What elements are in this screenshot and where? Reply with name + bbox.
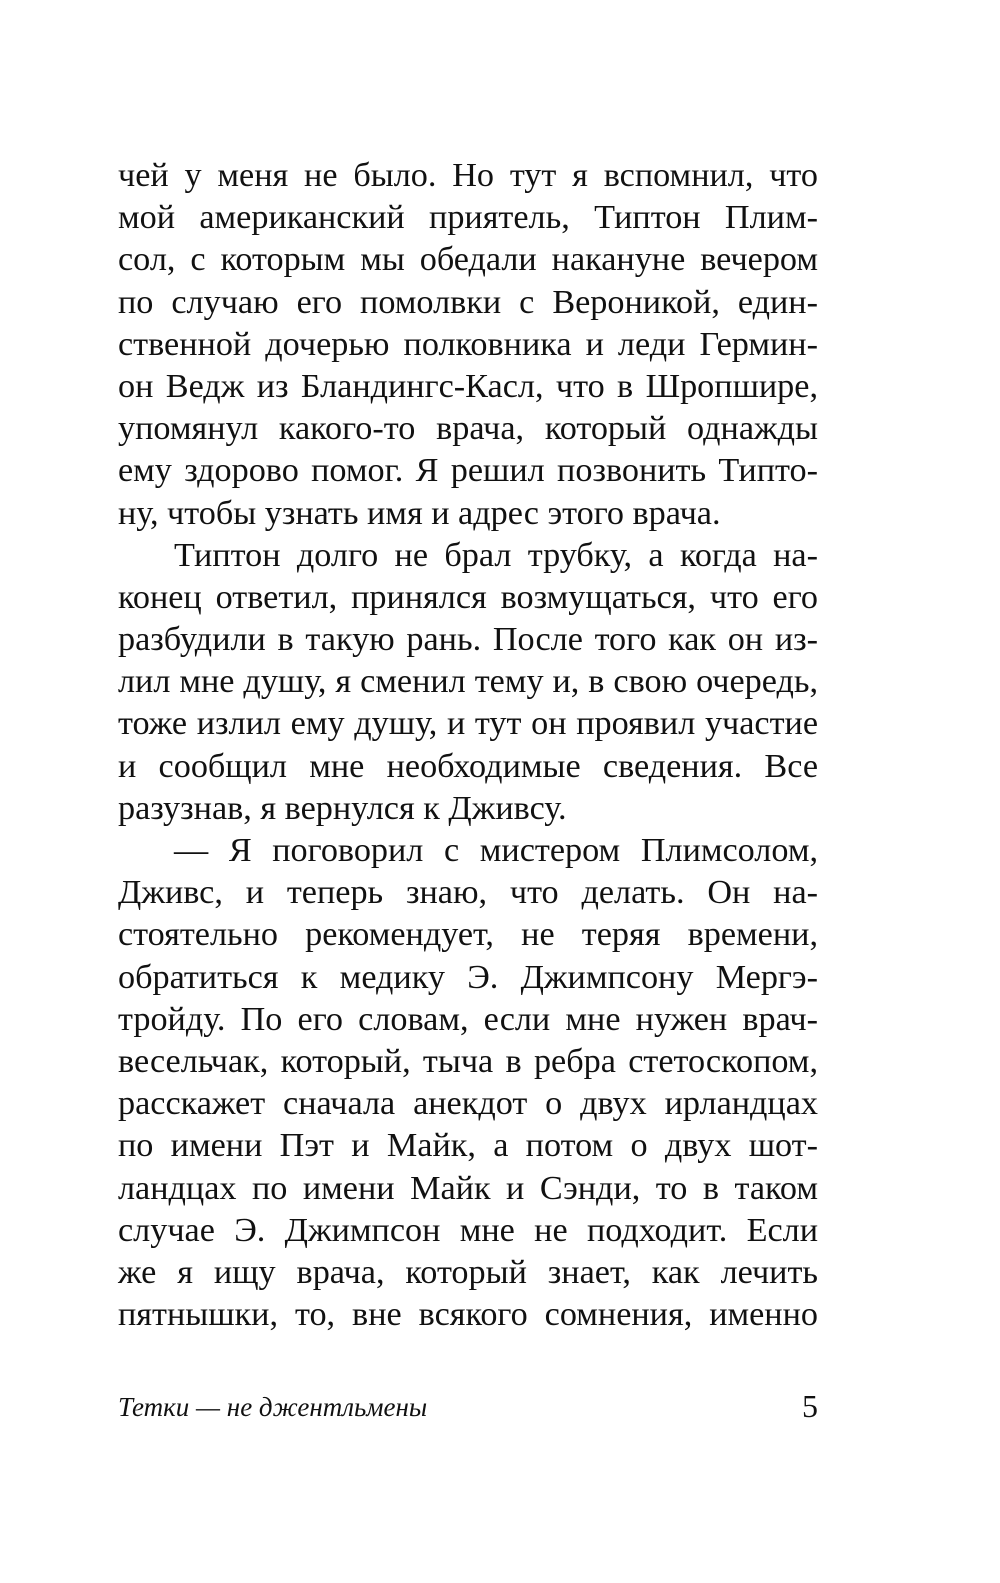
text-line: тройду. По его словам, если мне нужен врач- (118, 1000, 818, 1038)
text-line: сол, с которым мы обедали накануне вечером (118, 241, 818, 279)
page-number: 5 (802, 1388, 818, 1424)
text-line: по случаю его помолвки с Вероникой, един- (118, 283, 818, 321)
text-line: ственной дочерью полковника и леди Гермин- (118, 325, 818, 363)
page-footer (118, 1388, 818, 1428)
text-line: лил мне душу, я сменил тему и, в свою очередь, (118, 663, 818, 701)
text-line: ну, чтобы узнать имя и адрес этого врача. (118, 494, 721, 532)
text-line: разбудили в такую рань. После того как он из- (118, 621, 818, 659)
text-line: случае Э. Джимпсон мне не подходит. Если (118, 1211, 818, 1249)
text-line: по имени Пэт и Майк, а потом о двух шот- (118, 1127, 818, 1165)
text-line: же я ищу врача, который знает, как лечить (118, 1253, 818, 1291)
text-line: ему здорово помог. Я решил позвонить Типто- (118, 452, 818, 490)
body-text (118, 155, 818, 1336)
text-line: чей у меня не было. Но тут я вспомнил, что (118, 157, 818, 194)
text-line: тоже излил ему душу, и тут он проявил участие (118, 705, 818, 743)
text-line: пятнышки, то, вне всякого сомнения, именно (118, 1296, 818, 1334)
running-title: Тетки — не джентльмены (118, 1392, 428, 1422)
text-line: расскажет сначала анекдот о двух ирландцах (118, 1085, 818, 1123)
paragraph-start-line: — Я поговорил с мистером Плимсолом, (174, 832, 818, 869)
text-line: он Ведж из Бландингс-Касл, что в Шропшире, (118, 367, 818, 405)
text-line: и сообщил мне необходимые сведения. Все (118, 747, 818, 785)
text-line: ландцах по имени Майк и Сэнди, то в таком (118, 1169, 818, 1207)
text-line: мой американский приятель, Типтон Плим- (118, 199, 818, 237)
text-line: стоятельно рекомендует, не теряя времени, (118, 916, 818, 954)
text-line: упомянул какого-то врача, который однажды (118, 410, 818, 448)
text-line: конец ответил, принялся возмущаться, что его (118, 578, 818, 616)
paragraph-start-line: Типтон долго не брал трубку, а когда на- (174, 536, 818, 574)
text-line: Дживс, и теперь знаю, что делать. Он на- (118, 874, 818, 912)
text-line: разузнав, я вернулся к Дживсу. (118, 789, 567, 827)
text-line: обратиться к медику Э. Джимпсону Мергэ- (118, 958, 818, 996)
text-line: весельчак, который, тыча в ребра стетоскопом, (118, 1042, 818, 1080)
